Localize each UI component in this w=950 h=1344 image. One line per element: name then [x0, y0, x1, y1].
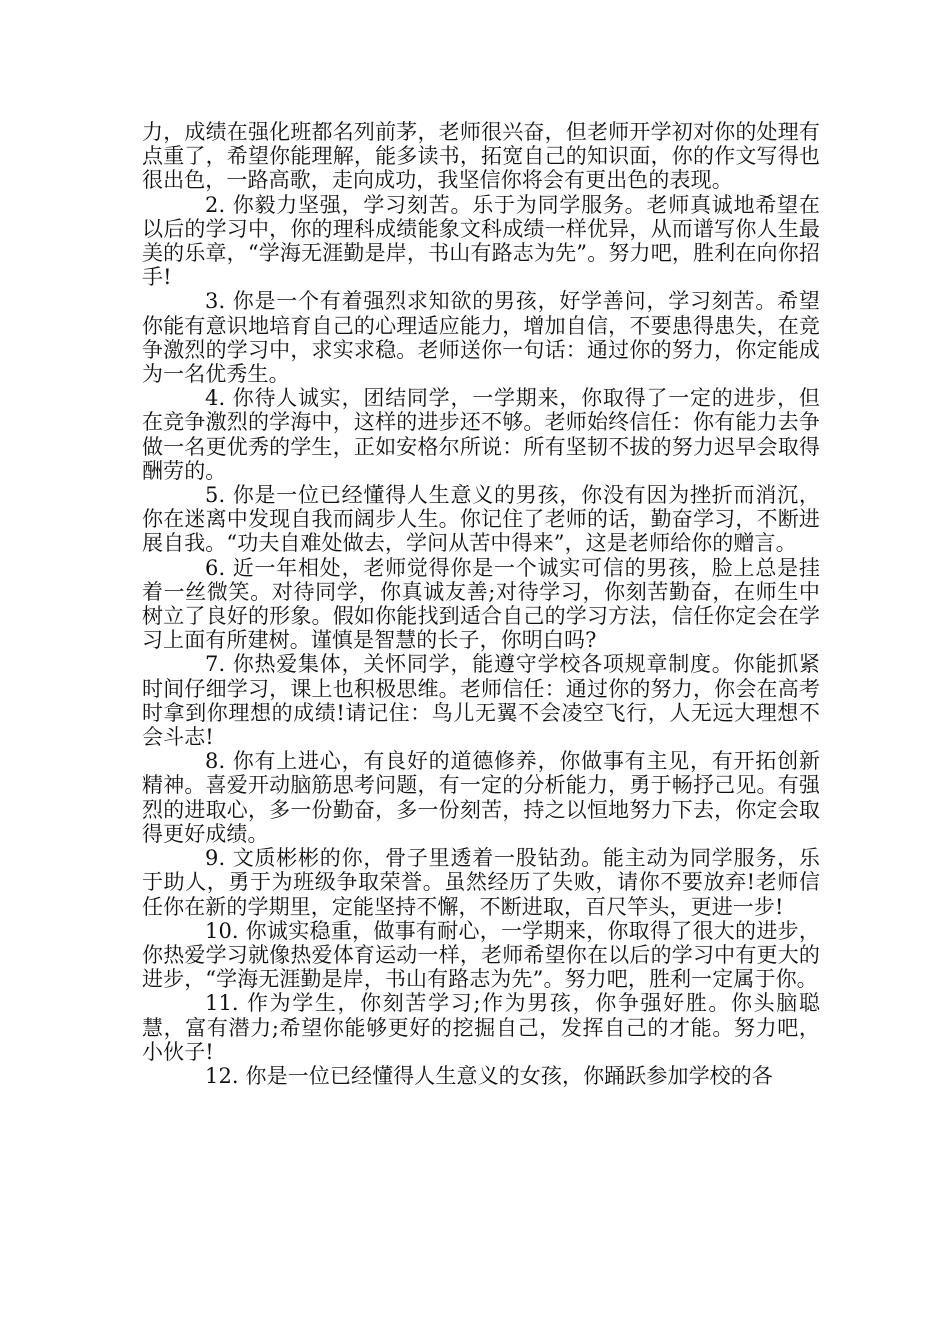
paragraph-comment-5: 5. 你是一位已经懂得人生意义的男孩，你没有因为挫折而消沉，你在迷离中发现自我而阔步人生。你记住了老师的话，勤奋学习，不断进展自我。“功夫自难处做去，学问从苦中得来”，这是老师给你的赠言。: [142, 483, 820, 556]
paragraph-comment-6: 6. 近一年相处，老师觉得你是一个诚实可信的男孩，脸上总是挂着一丝微笑。对待同学，你真诚友善;对待学习，你刻苦勤奋，在师生中树立了良好的形象。假如你能找到适合自己的学习方法，信任你定会在学习上面有所建树。谨慎是智慧的长子，你明白吗?: [142, 555, 820, 653]
paragraph-comment-8: 8. 你有上进心，有良好的道德修养，你做事有主见，有开拓创新精神。喜爱开动脑筋思考问题，有一定的分析能力，勇于畅抒己见。有强烈的进取心，多一份勤奋，多一份刻苦，持之以恒地努力下去，你定会取得更好成绩。: [142, 749, 820, 846]
paragraph-comment-9: 9. 文质彬彬的你，骨子里透着一股钻劲。能主动为同学服务，乐于助人，勇于为班级争取荣誉。虽然经历了失败，请你不要放弃!老师信任你在新的学期里，定能坚持不懈，不断进取，百尺竿头，更进一步!: [142, 846, 820, 919]
paragraph-comment-12: 12. 你是一位已经懂得人生意义的女孩，你踊跃参加学校的各: [205, 1063, 773, 1088]
paragraph-continuation: 力，成绩在强化班都名列前茅，老师很兴奋，但老师开学初对你的处理有点重了，希望你能理解，能多读书，拓宽自己的知识面，你的作文写得也很出色，一路高歌，走向成功，我坚信你将会有更出色的表现。: [142, 120, 820, 193]
paragraph-comment-11: 11. 作为学生，你刻苦学习;作为男孩，你争强好胜。你头脑聪慧，富有潜力;希望你能够更好的挖掘自己，发挥自己的才能。努力吧，小伙子!: [142, 991, 820, 1064]
paragraph-comment-10: 10. 你诚实稳重，做事有耐心，一学期来，你取得了很大的进步，你热爱学习就像热爱体育运动一样，老师希望你在以后的学习中有更大的进步，“学海无涯勤是岸，书山有路志为先”。努力吧，胜利一定属于你。: [142, 918, 820, 992]
document-body: [142, 120, 820, 1088]
paragraph-comment-2: 2. 你毅力坚强，学习刻苦。乐于为同学服务。老师真诚地希望在以后的学习中，你的理科成绩能象文科成绩一样优异，从而谱写你人生最美的乐章，“学海无涯勤是岸，书山有路志为先”。努力吧，胜利在向你招手!: [142, 192, 820, 290]
paragraph-comment-7: 7. 你热爱集体，关怀同学，能遵守学校各项规章制度。你能抓紧时间仔细学习，课上也积极思维。老师信任：通过你的努力，你会在高考时拿到你理想的成绩!请记住：鸟儿无翼不会凌空飞行，人无远大理想不会斗志!: [142, 652, 820, 750]
paragraph-comment-4: 4. 你待人诚实，团结同学，一学期来，你取得了一定的进步，但在竞争激烈的学海中，这样的进步还不够。老师始终信任：你有能力去争做一名更优秀的学生，正如安格尔所说：所有坚韧不拔的努力迟早会取得酬劳的。: [142, 386, 820, 483]
paragraph-comment-3: 3. 你是一个有着强烈求知欲的男孩，好学善问，学习刻苦。希望你能有意识地培育自己的心理适应能力，增加自信，不要患得患失，在竞争激烈的学习中，求实求稳。老师送你一句话：通过你的努力，你定能成为一名优秀生。: [142, 289, 820, 387]
